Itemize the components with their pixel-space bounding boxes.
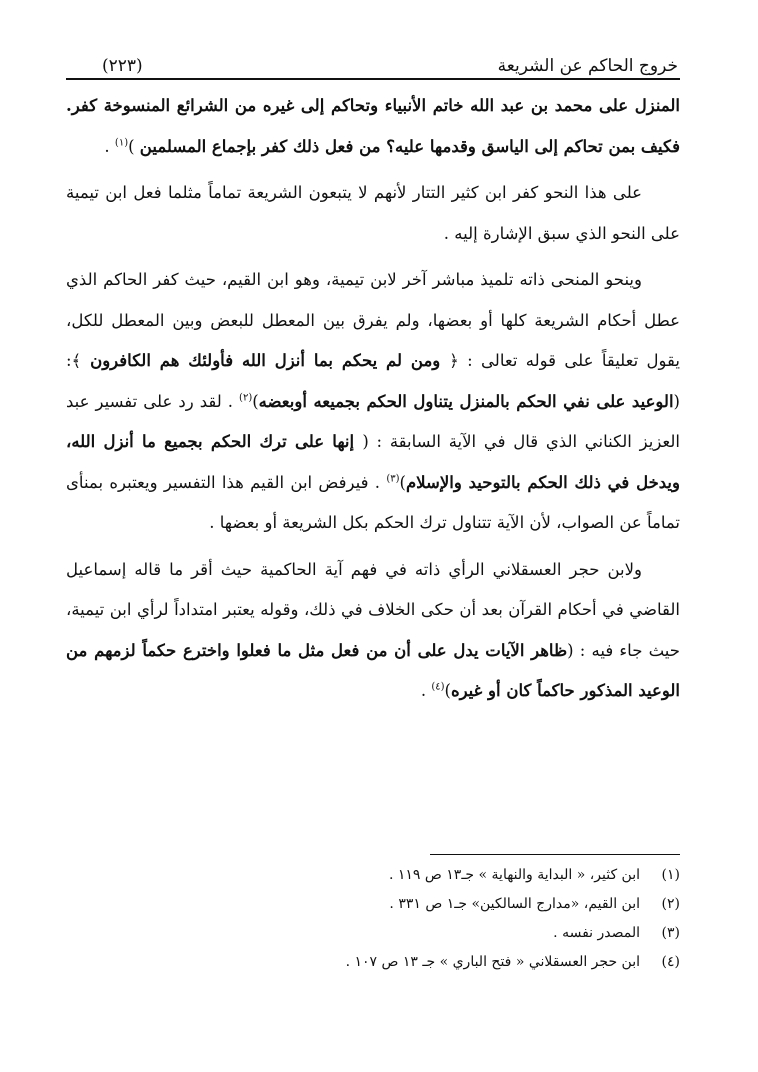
bold-quote: الوعيد على نفي الحكم بالمنزل يتناول الحكم بجميعه أوبعضه (258, 391, 674, 411)
paragraph-text: ولابن حجر العسقلاني الرأي ذاته في فهم آية الحاكمية حيث أقر ما قاله إسماعيل القاضي في أحكام القرآن بعد أن حكى الخلاف في ذلك، وقوله يعتبر امتداداً لرأي ابن تيمية، حيث جاء فيه : ( (66, 559, 680, 660)
book-page (66, 42, 680, 1042)
footnote-list (66, 861, 680, 977)
verse-close: ﴾: ( (66, 351, 680, 411)
footnote-ref-3[interactable]: (٣) (386, 473, 400, 484)
footnote-number: (٤) (661, 954, 680, 970)
footnote-ref-4[interactable]: (٤) (431, 681, 445, 693)
footnote-number: (٢) (661, 896, 680, 912)
footnote-item (66, 919, 680, 948)
paragraph-3 (66, 260, 680, 544)
bold-quote: إنها على ترك الحكم بجميع ما أنزل الله، ويدخل في ذلك الحكم بالتوحيد والإسلام (66, 432, 680, 492)
paragraph-text: . لقد رد على تفسير عبد العزيز الكناني الذي قال في الآية السابقة : ( (66, 391, 680, 451)
sentence-end: . (104, 136, 115, 156)
paragraph-text: على هذا النحو كفر ابن كثير التتار لأنهم لا يتبعون الشريعة تماماً مثلما فعل ابن تيمية على النحو الذي سبق الإشارة إليه . (66, 183, 680, 243)
header-title: خروج الحاكم عن الشريعة (497, 56, 678, 76)
quote-close: ) (252, 391, 259, 411)
paragraph-4 (66, 550, 680, 712)
sentence-end: . (420, 681, 432, 700)
paragraph-2 (66, 173, 680, 254)
paragraph-1 (66, 86, 680, 167)
quote-close: ) (444, 681, 451, 700)
footnote-separator (430, 854, 680, 855)
footnote-item (66, 861, 680, 890)
body-text (66, 86, 680, 712)
footnote-text: ابن كثير، « البداية والنهاية » جـ١٣ ص ١١٩ . (388, 867, 640, 883)
running-header (66, 42, 680, 80)
footnote-ref-2[interactable]: (٢) (239, 392, 253, 403)
footnote-ref-1[interactable]: (١) (114, 137, 129, 148)
paragraph-text: . فيرفض ابن القيم هذا التفسير ويعتبره بمنأى تماماً عن الصواب، لأن الآية تتناول ترك الحكم بكل الشريعة أو بعضها . (66, 472, 680, 532)
footnote-text: ابن حجر العسقلاني « فتح الباري » جـ ١٣ ص ١٠٧ . (345, 954, 640, 970)
footnote-item (66, 890, 680, 919)
footnote-number: (٣) (661, 925, 680, 941)
quote-close: ) (399, 472, 406, 492)
page-number: (٢٢٣) (102, 56, 143, 76)
footnote-number: (١) (661, 867, 680, 883)
footnotes (66, 854, 680, 977)
quote-close: ) (128, 136, 135, 156)
quran-verse: ومن لم يحكم بما أنزل الله فأولئك هم الكافرون (81, 351, 450, 370)
bold-quote: ظاهر الآيات يدل على أن من فعل مثل ما فعلوا واخترع حكماً لزمهم من الوعيد المذكور حاكماً كان أو غيره (66, 640, 680, 700)
bold-quote: المنزل على محمد بن عبد الله خاتم الأنبياء وتحاكم إلى غيره من الشرائع المنسوخة كفر. فكيف بمن تحاكم إلى الياسق وقدمها عليه؟ من فعل ذلك كفر بإجماع المسلمين (66, 96, 680, 156)
footnote-text: ابن القيم، «مدارج السالكين» جـ١ ص ٣٣١ . (389, 896, 640, 912)
footnote-item (66, 948, 680, 977)
footnote-text: المصدر نفسه . (553, 925, 640, 941)
paragraph-text: وينحو المنحى ذاته تلميذ مباشر آخر لابن تيمية، وهو ابن القيم، حيث كفر الحاكم الذي عطل أحكام الشريعة كلها أو بعضها، ولم يفرق بين المعطل للبعض وبين المعطل للكل، يقول تعليقاً على قوله تعالى : ﴿ (66, 270, 680, 370)
